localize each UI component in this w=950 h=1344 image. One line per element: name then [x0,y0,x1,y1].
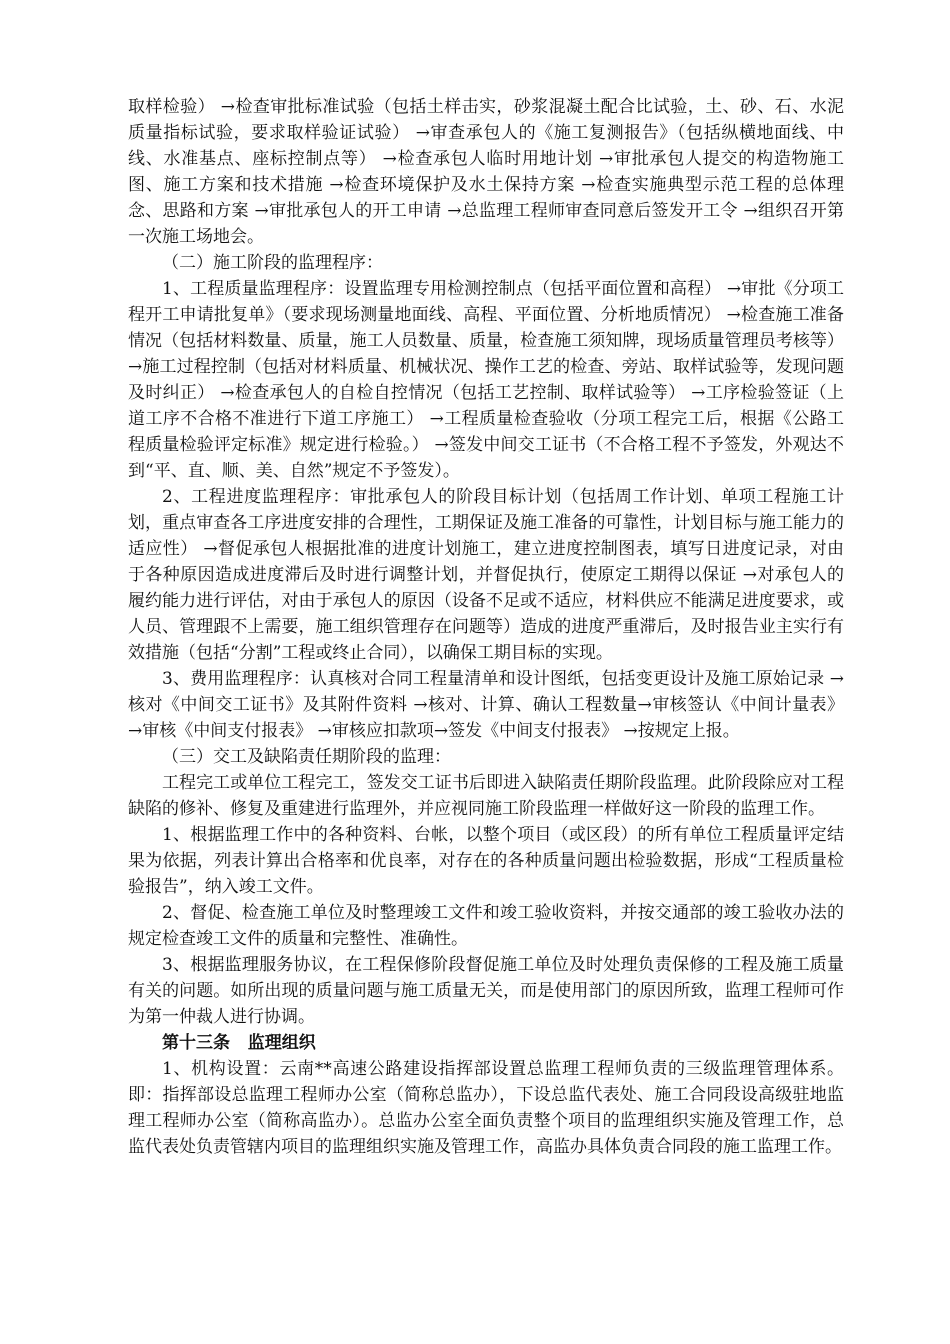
paragraph-defects-stage-intro: 工程完工或单位工程完工，签发交工证书后即进入缺陷责任期阶段监理。此阶段除应对工程缺陷的修补、修复及重建进行监理外，并应视同施工阶段监理一样做好这一阶段的监理工作。 [128,773,844,819]
paragraph-warranty-coordination: 3、根据监理服务协议，在工程保修阶段督促施工单位及时处理负责保修的工程及施工质量有关的问题。如所出现的质量问题与施工质量无关，而是使用部门的原因所致，监理工程师可作为第一仲裁人进行协调。 [128,955,844,1027]
document-page [128,94,850,1160]
paragraph-pre-construction-procedure-continued: 取样检验） →检查审批标准试验（包括土样击实，砂浆混凝土配合比试验，土、砂、石、水泥质量指标试验，要求取样验证试验） →审查承包人的《施工复测报告》（包括纵横地面线、中线、水准基点、座标控制点等） →检查承包人临时用地计划 →审批承包人提交的构造物施工图、施工方案和技术措施 →检查环境保护及水土保持方案 →检查实施典型示范工程的总体理念、思路和方案 →审批承包人的开工申请 →总监理工程师审查同意后签发开工令 →组织召开第一次施工场地会。 [128,97,844,247]
section-heading-construction-stage: （二）施工阶段的监理程序： [162,253,383,273]
paragraph-quality-supervision: 1、工程质量监理程序：设置监理专用检测控制点（包括平面位置和高程） →审批《分项工程开工申请批复单》（要求现场测量地面线、高程、平面位置、分析地质情况） →检查施工准备情况（包括材料数量、质量，施工人员数量、质量，检查施工须知牌，现场质量管理员考核等） →施工过程控制（包括对材料质量、机械状况、操作工艺的检查、旁站、取样试验等，发现问题及时纠正） →检查承包人的自检自控情况（包括工艺控制、取样试验等） →工序检验签证（上道工序不合格不准进行下道工序施工） →工程质量检查验收（分项工程完工后，根据《公路工程质量检验评定标准》规定进行检验。） →签发中间交工证书（不合格工程不予签发，外观达不到“平、直、顺、美、自然”规定不予签发）。 [128,279,850,481]
paragraph-completion-documents: 2、督促、检查施工单位及时整理竣工文件和竣工验收资料，并按交通部的竣工验收办法的规定检查竣工文件的质量和完整性、准确性。 [128,903,844,949]
section-heading-handover-defects-stage: （三）交工及缺陷责任期阶段的监理： [162,747,451,767]
article-heading-supervision-organization: 第十三条 监理组织 [162,1033,316,1053]
paragraph-quality-inspection-report: 1、根据监理工作中的各种资料、台帐，以整个项目（或区段）的所有单位工程质量评定结果为依据，列表计算出合格率和优良率，对存在的各种质量问题出检验数据，形成“工程质量检验报告”，纳入竣工文件。 [128,825,844,897]
paragraph-organization-setup: 1、机构设置：云南**高速公路建设指挥部设置总监理工程师负责的三级监理管理体系。即：指挥部设总监理工程师办公室（简称总监办），下设总监代表处、施工合同段设高级驻地监理工程师办公室（简称高监办）。总监办公室全面负责整个项目的监理组织实施及管理工作，总监代表处负责管辖内项目的监理组织实施及管理工作，高监办具体负责合同段的施工监理工作。 [128,1059,844,1157]
paragraph-cost-supervision: 3、费用监理程序：认真核对合同工程量清单和设计图纸，包括变更设计及施工原始记录 →核对《中间交工证书》及其附件资料 →核对、计算、确认工程数量→审核签认《中间计量表》 →审核《中间支付报表》 →审核应扣款项→签发《中间支付报表》 →按规定上报。 [128,669,850,741]
paragraph-progress-supervision: 2、工程进度监理程序：审批承包人的阶段目标计划（包括周工作计划、单项工程施工计划，重点审查各工序进度安排的合理性，工期保证及施工准备的可靠性，计划目标与施工能力的适应性） →督促承包人根据批准的进度计划施工，建立进度控制图表，填写日进度记录，对由于各种原因造成进度滞后及时进行调整计划，并督促执行，使原定工期得以保证 →对承包人的履约能力进行评估，对由于承包人的原因（设备不足或不适应，材料供应不能满足进度要求，或人员、管理跟不上需要，施工组织管理存在问题等）造成的进度严重滞后，及时报告业主实行有效措施（包括“分割”工程或终止合同），以确保工期目标的实现。 [128,487,844,663]
